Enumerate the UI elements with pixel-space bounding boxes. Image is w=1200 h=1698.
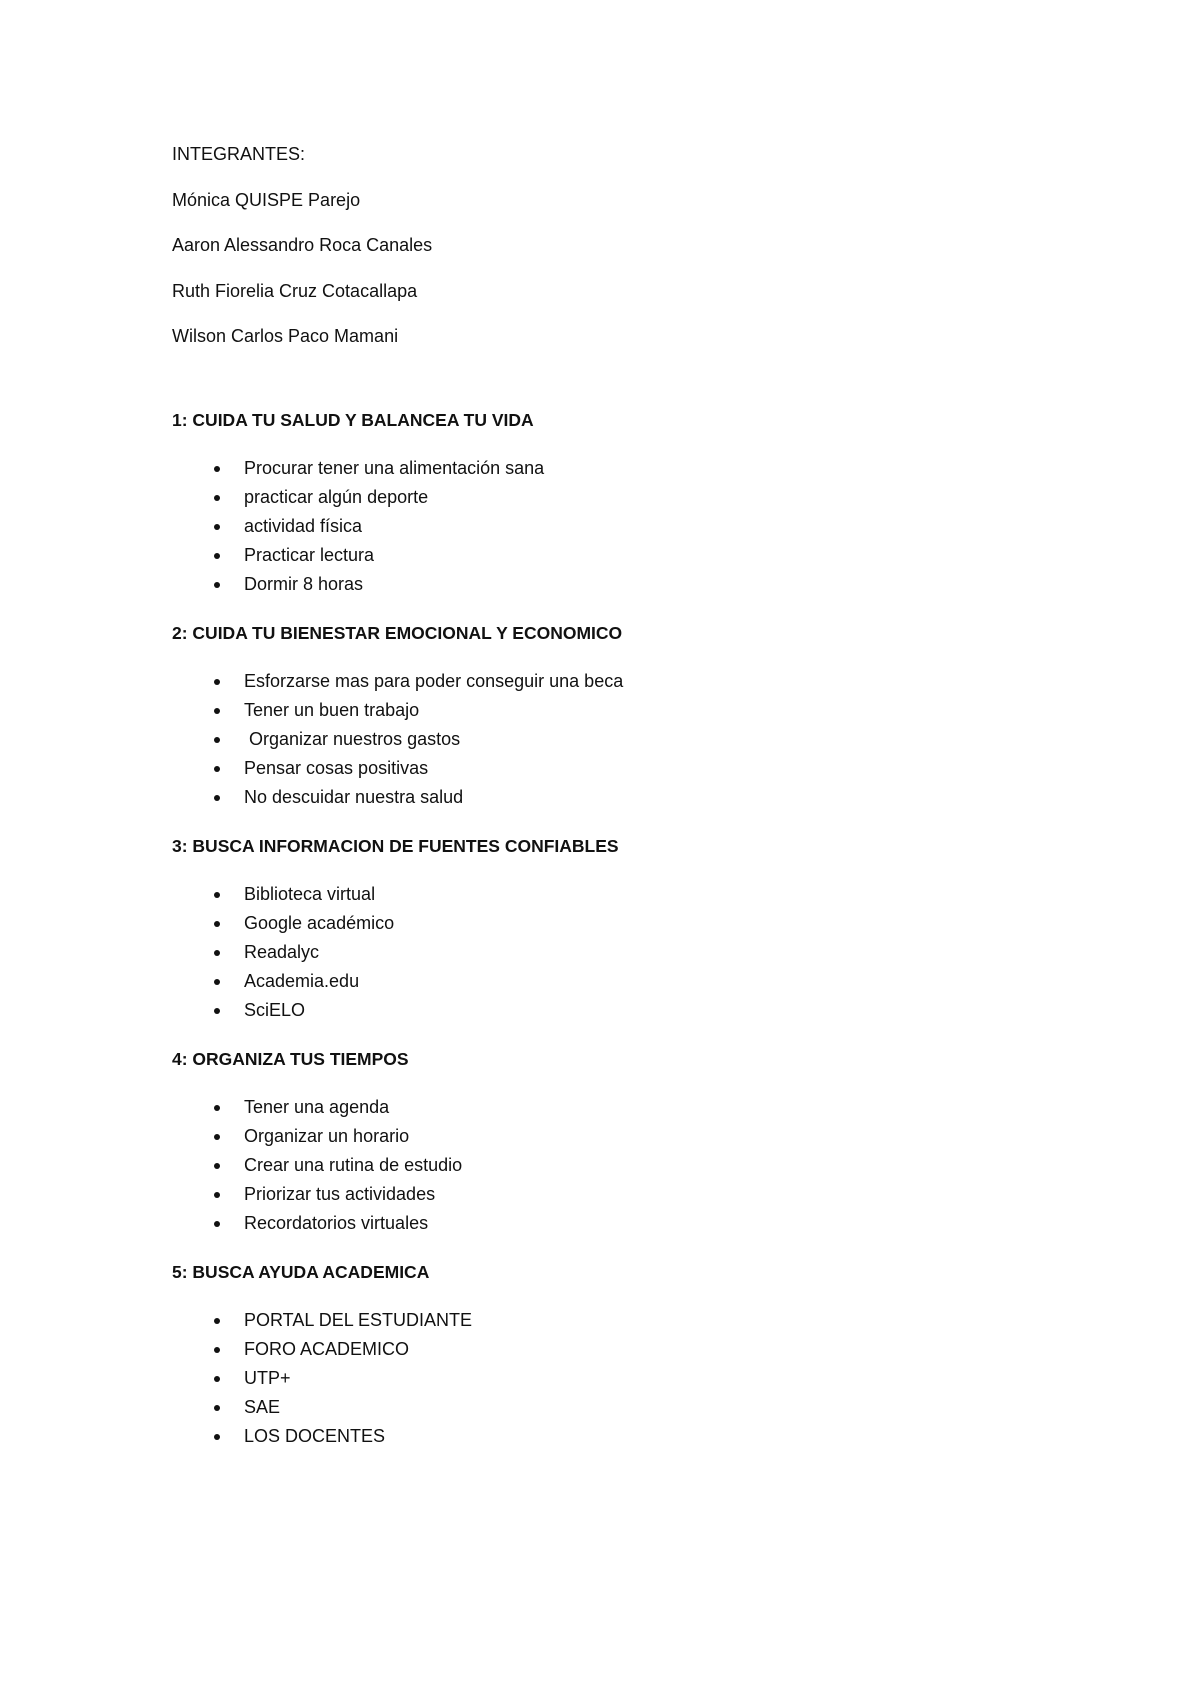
bullet-icon — [214, 979, 220, 985]
list-item-text: LOS DOCENTES — [244, 1426, 386, 1446]
bullet-icon — [214, 1192, 220, 1198]
list-item — [172, 1151, 1132, 1180]
list-item — [172, 783, 1132, 812]
member-name: Aaron Alessandro Roca Canales — [172, 235, 433, 255]
bullet-icon — [214, 524, 220, 530]
list-item-text: No descuidar nuestra salud — [244, 787, 464, 807]
list-item — [172, 570, 1132, 599]
list-item-text: Biblioteca virtual — [244, 884, 376, 904]
bullet-list — [172, 667, 1132, 812]
bullet-list — [172, 454, 1132, 599]
list-item — [172, 1306, 1132, 1335]
bullet-icon — [214, 1163, 220, 1169]
list-item-text: FORO ACADEMICO — [244, 1339, 410, 1359]
list-item-text: actividad física — [244, 516, 363, 536]
list-item — [172, 696, 1132, 725]
bullet-list — [172, 1093, 1132, 1238]
sections-block — [172, 408, 1132, 1451]
bullet-icon — [214, 495, 220, 501]
list-item — [172, 754, 1132, 783]
bullet-icon — [214, 1105, 220, 1111]
list-item-text: Pensar cosas positivas — [244, 758, 429, 778]
bullet-icon — [214, 1221, 220, 1227]
bullet-icon — [214, 1318, 220, 1324]
bullet-icon — [214, 466, 220, 472]
list-item-text: Crear una rutina de estudio — [244, 1155, 463, 1175]
list-item — [172, 667, 1132, 696]
list-item — [172, 1122, 1132, 1151]
list-item-text: Readalyc — [244, 942, 320, 962]
list-item-text: Procurar tener una alimentación sana — [244, 458, 545, 478]
list-item-text: Dormir 8 horas — [244, 574, 364, 594]
bullet-icon — [214, 1008, 220, 1014]
section-title: 3: BUSCA INFORMACION DE FUENTES CONFIABLES — [172, 836, 619, 856]
list-item — [172, 1209, 1132, 1238]
list-item-text: SAE — [244, 1397, 281, 1417]
section-5 — [172, 1260, 1132, 1451]
list-item — [172, 541, 1132, 570]
list-item — [172, 1180, 1132, 1209]
list-item — [172, 454, 1132, 483]
list-item-text: Google académico — [244, 913, 395, 933]
list-item — [172, 1364, 1132, 1393]
list-item-text: SciELO — [244, 1000, 306, 1020]
list-item — [172, 880, 1132, 909]
bullet-icon — [214, 553, 220, 559]
list-item — [172, 512, 1132, 541]
list-item-text: Tener un buen trabajo — [244, 700, 420, 720]
bullet-icon — [214, 950, 220, 956]
members-block — [172, 142, 1132, 348]
section-2 — [172, 621, 1132, 812]
list-item — [172, 909, 1132, 938]
list-item-text: practicar algún deporte — [244, 487, 429, 507]
list-item-text: Recordatorios virtuales — [244, 1213, 429, 1233]
section-title: 5: BUSCA AYUDA ACADEMICA — [172, 1262, 430, 1282]
bullet-icon — [214, 737, 220, 743]
list-item — [172, 1093, 1132, 1122]
section-title: 4: ORGANIZA TUS TIEMPOS — [172, 1049, 409, 1069]
list-item-text: UTP+ — [244, 1368, 291, 1388]
bullet-list — [172, 1306, 1132, 1451]
list-item-text: PORTAL DEL ESTUDIANTE — [244, 1310, 473, 1330]
list-item — [172, 967, 1132, 996]
section-4 — [172, 1047, 1132, 1238]
bullet-icon — [214, 1134, 220, 1140]
list-item-text: Practicar lectura — [244, 545, 375, 565]
bullet-icon — [214, 1405, 220, 1411]
bullet-icon — [214, 1376, 220, 1382]
section-title: 2: CUIDA TU BIENESTAR EMOCIONAL Y ECONOMICO — [172, 623, 623, 643]
member-name: Mónica QUISPE Parejo — [172, 189, 361, 210]
list-item-text: Tener una agenda — [244, 1097, 390, 1117]
bullet-icon — [214, 921, 220, 927]
section-title: 1: CUIDA TU SALUD Y BALANCEA TU VIDA — [172, 410, 534, 430]
member-name: Ruth Fiorelia Cruz Cotacallapa — [172, 280, 418, 301]
bullet-icon — [214, 708, 220, 714]
bullet-icon — [214, 795, 220, 801]
list-item — [172, 725, 1132, 754]
bullet-icon — [214, 892, 220, 898]
section-1 — [172, 408, 1132, 599]
section-3 — [172, 834, 1132, 1025]
bullet-list — [172, 880, 1132, 1025]
list-item — [172, 1422, 1132, 1451]
bullet-icon — [214, 582, 220, 588]
list-item-text: Esforzarse mas para poder conseguir una beca — [244, 671, 624, 691]
list-item — [172, 996, 1132, 1025]
list-item-text: Organizar un horario — [244, 1126, 410, 1146]
list-item-text: Academia.edu — [244, 971, 360, 991]
bullet-icon — [214, 766, 220, 772]
bullet-icon — [214, 679, 220, 685]
document-page — [172, 142, 1132, 1473]
list-item-text: Priorizar tus actividades — [244, 1184, 436, 1204]
member-name: Wilson Carlos Paco Mamani — [172, 326, 399, 346]
list-item — [172, 483, 1132, 512]
bullet-icon — [214, 1434, 220, 1440]
list-item — [172, 938, 1132, 967]
members-label: INTEGRANTES: — [172, 144, 306, 164]
bullet-icon — [214, 1347, 220, 1353]
list-item — [172, 1393, 1132, 1422]
list-item — [172, 1335, 1132, 1364]
list-item-text: Organizar nuestros gastos — [244, 729, 461, 749]
